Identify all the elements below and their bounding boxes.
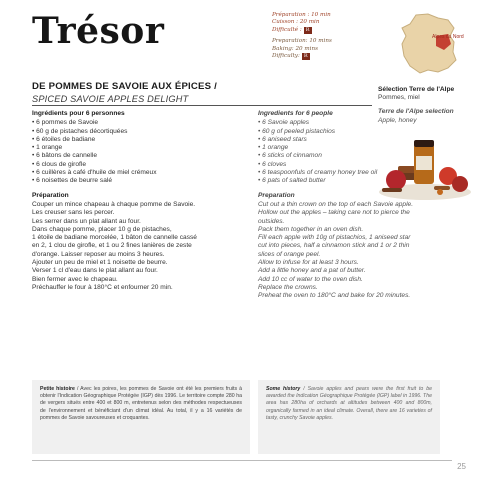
map-region-label: Alpes du Nord — [432, 34, 464, 40]
prep-line: Pack them together in an oven dish. — [258, 225, 364, 233]
prep-line: Les serrer dans un plat allant au four. — [32, 217, 141, 225]
stat-en-difficulty: Difficulty: R — [272, 53, 308, 60]
prep-line: d'orange. Laisser reposer au moins 3 heures. — [32, 250, 165, 258]
list-item: • 60 g of peeled pistachios — [258, 128, 438, 136]
pairing-title-en: Terre de l'Alpe selection — [378, 108, 454, 116]
prep-line: Bien fermer avec le chapeau. — [32, 275, 118, 283]
list-item: • 60 g de pistaches décortiquées — [32, 128, 250, 136]
brand-title: Trésor — [32, 10, 165, 52]
list-item: • 6 noisettes de beurre salé — [32, 177, 250, 185]
prep-line: Les creuser sans les percer. — [32, 209, 115, 217]
list-item: • 6 pommes de Savoie — [32, 119, 250, 127]
prep-line: Fill each apple with 10g of pistachios, 1 aniseed star — [258, 234, 411, 242]
difficulty-level-icon: R — [305, 26, 310, 33]
prep-line: Preheat the oven to 180°C and bake for 20 minutes. — [258, 292, 411, 300]
stat-fr-difficulty: Difficulté : R — [272, 26, 310, 33]
prep-line: Hollow out the apples – taking care not to pierce the — [258, 209, 410, 217]
prep-title-fr: Préparation — [32, 191, 69, 199]
history-note-fr — [32, 380, 250, 454]
title-divider — [32, 105, 372, 106]
recipe-fr-column — [32, 110, 250, 292]
prep-line: Cut out a thin crown on the top of each Savoie apple. — [258, 200, 414, 208]
list-item: • 6 clous de girofle — [32, 161, 250, 169]
prep-line: Verser 1 cl d'eau dans le plat allant au four. — [32, 267, 158, 275]
difficulty-level-icon: R — [303, 53, 308, 60]
ingredients-list-fr — [32, 119, 250, 185]
note-title-en: Some history — [266, 386, 301, 392]
pairing-value-fr: Pommes, miel — [378, 94, 420, 102]
page-number: 25 — [457, 462, 466, 471]
prep-line: Couper un mince chapeau à chaque pomme de Savoie. — [32, 200, 196, 208]
prep-line: outsides. — [258, 217, 285, 225]
list-item: • 6 sticks of cinnamon — [258, 152, 438, 160]
prep-text-en — [258, 201, 438, 301]
prep-line: Replace the crowns. — [258, 283, 318, 291]
list-item: • 6 teaspoonfuls of creamy honey tree oil — [258, 169, 438, 177]
prep-line: Allow to infuse for at least 3 hours. — [258, 259, 359, 267]
list-item: • 6 pats of salted butter — [258, 177, 438, 185]
prep-line: Add a little honey and a pat of butter. — [258, 267, 366, 275]
prep-line: cut into pieces, half a cinnamon stick and 1 or 2 thin — [258, 242, 410, 250]
recipe-title — [32, 81, 217, 104]
note-text-en: / Savoie apples and pears were the first fruit to be awarded the Indication Géographique Protégée (IGP) label in 1996. The area has 280ha of orchards at altitudes between 400 and 800m, organically farmed in an ideal climate. Overall, there are 16 varieties of tasty, crunchy Savoie apples. — [266, 386, 432, 421]
list-item: • 6 étoiles de badiane — [32, 136, 250, 144]
list-item: • 1 orange — [258, 144, 438, 152]
prep-text-fr — [32, 201, 250, 292]
prep-line: Ajouter un peu de miel et 1 noisette de beurre. — [32, 259, 168, 267]
ingredients-title-en: Ingredients for 6 people — [258, 110, 333, 117]
list-item: • 6 Savoie apples — [258, 119, 438, 127]
recipe-en-column — [258, 110, 438, 301]
prep-line: slices of orange peel. — [258, 250, 321, 258]
pairing-title-fr: Sélection Terre de l'Alpe — [378, 86, 455, 93]
stat-fr-cook: Cuisson : 20 min — [272, 19, 320, 26]
stat-en-prep: Preparation: 10 mins — [272, 38, 332, 45]
prep-line: 1 étoile de badiane morcelée, 1 bâton de cannelle cassé — [32, 234, 197, 242]
list-item: • 1 orange — [32, 144, 250, 152]
ingredients-list-en — [258, 119, 438, 185]
title-en: SPICED SAVOIE APPLES DELIGHT — [32, 94, 189, 104]
note-text-fr: / Avec les poires, les pommes de Savoie ont été les premiers fruits à obtenir l'Indication Géographique Protégée (IGP) dès 1996. Le territoire compte 280 ha de vergers situés entre 400 et 800 m, entretenus selon des méthodes respectueuses de l'environnement et bénéficiant d'un climat idéal. Au total, il y a 16 variétés de pommes de Savoie savoureuses et croquantes. — [40, 386, 242, 421]
prep-line: Préchauffer le four à 180°C et enfourner 20 min. — [32, 283, 173, 291]
list-item: • 6 bâtons de cannelle — [32, 152, 250, 160]
list-item: • 6 cloves — [258, 161, 438, 169]
footer-divider — [32, 460, 452, 461]
prep-line: en 2, 1 clou de girofle, et 1 ou 2 fines lanières de zeste — [32, 242, 192, 250]
prep-line: Add 10 cc of water to the oven dish. — [258, 275, 363, 283]
history-note-en — [258, 380, 440, 454]
list-item: • 6 cuillères à café d'huile de miel crémeux — [32, 169, 250, 177]
prep-title-en: Preparation — [258, 191, 295, 199]
stat-en-bake: Baking: 20 mins — [272, 45, 318, 52]
stat-fr-prep: Préparation : 10 min — [272, 12, 331, 18]
recipe-stats — [272, 12, 372, 60]
note-title-fr: Petite histoire — [40, 386, 75, 392]
title-fr: DE POMMES DE SAVOIE AUX ÉPICES / — [32, 81, 217, 92]
ingredients-title-fr: Ingrédients pour 6 personnes — [32, 110, 125, 117]
france-map-icon — [398, 12, 464, 76]
prep-line: Dans chaque pomme, placer 10 g de pistaches, — [32, 225, 172, 233]
list-item: • 6 aniseed stars — [258, 136, 438, 144]
pairing-value-en: Apple, honey — [378, 116, 417, 124]
